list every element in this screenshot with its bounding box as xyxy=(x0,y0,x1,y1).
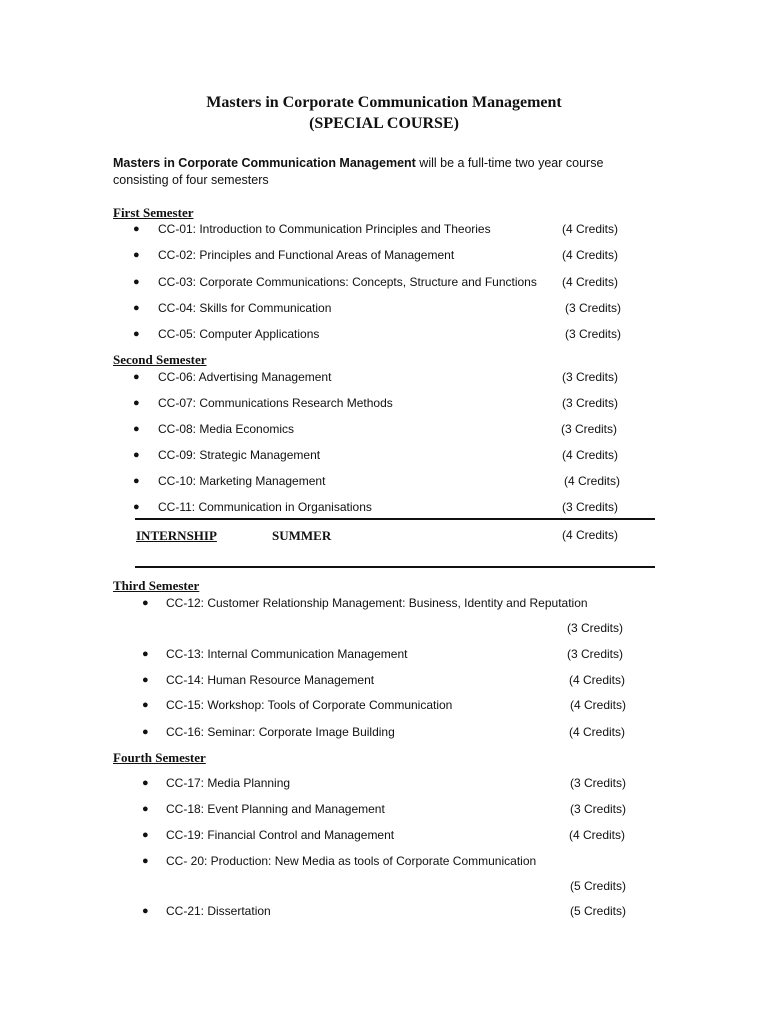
intro-line-1 xyxy=(113,156,603,170)
course-credits: (4 Credits) xyxy=(564,474,621,488)
bullet-icon: ● xyxy=(142,674,149,686)
course-name: CC- 20: Production: New Media as tools of Corporate Communication xyxy=(166,854,537,868)
course-credits: (4 Credits) xyxy=(562,448,619,462)
bullet-icon: ● xyxy=(133,501,140,513)
course-credits: (3 Credits) xyxy=(567,621,624,635)
course-name: CC-05: Computer Applications xyxy=(158,327,320,341)
bullet-icon: ● xyxy=(142,829,149,841)
course-name: CC-03: Corporate Communications: Concepts, Structure and Functions xyxy=(158,275,537,289)
course-credits: (4 Credits) xyxy=(562,248,619,262)
course-credits: (3 Credits) xyxy=(567,647,624,661)
semester-heading: Fourth Semester xyxy=(113,750,206,765)
course-credits: (3 Credits) xyxy=(565,327,622,341)
bullet-icon: ● xyxy=(142,699,149,711)
intro-course-name: Masters in Corporate Communication Management xyxy=(113,156,416,170)
bullet-icon: ● xyxy=(142,905,149,917)
course-credits: (4 Credits) xyxy=(570,698,627,712)
bullet-icon: ● xyxy=(142,597,149,609)
course-name: CC-19: Financial Control and Management xyxy=(166,828,395,842)
course-name: CC-12: Customer Relationship Management: Business, Identity and Reputation xyxy=(166,596,588,610)
bullet-icon: ● xyxy=(133,249,140,261)
course-name: CC-07: Communications Research Methods xyxy=(158,396,393,410)
course-credits: (5 Credits) xyxy=(570,879,627,893)
bullet-icon: ● xyxy=(133,423,140,435)
course-name: CC-16: Seminar: Corporate Image Building xyxy=(166,725,395,739)
semester-heading: Second Semester xyxy=(113,352,207,367)
course-credits: (3 Credits) xyxy=(562,500,619,514)
course-credits: (4 Credits) xyxy=(562,275,619,289)
internship-credits: (4 Credits) xyxy=(562,528,619,542)
course-name: CC-17: Media Planning xyxy=(166,776,291,790)
course-name: CC-04: Skills for Communication xyxy=(158,301,332,315)
internship-season: SUMMER xyxy=(272,528,332,543)
course-credits: (3 Credits) xyxy=(565,301,622,315)
bullet-icon: ● xyxy=(133,276,140,288)
course-credits: (4 Credits) xyxy=(569,725,626,739)
course-credits: (4 Credits) xyxy=(562,222,619,236)
bullet-icon: ● xyxy=(133,397,140,409)
course-name: CC-01: Introduction to Communication Principles and Theories xyxy=(158,222,491,236)
course-name: CC-11: Communication in Organisations xyxy=(158,500,372,514)
intro-text: will be a full-time two year course xyxy=(415,156,604,170)
divider-bottom xyxy=(135,566,655,568)
bullet-icon: ● xyxy=(133,302,140,314)
bullet-icon: ● xyxy=(142,777,149,789)
bullet-icon: ● xyxy=(133,328,140,340)
divider-top xyxy=(135,518,655,520)
bullet-icon: ● xyxy=(133,475,140,487)
course-name: CC-15: Workshop: Tools of Corporate Communication xyxy=(166,698,453,712)
course-credits: (4 Credits) xyxy=(569,673,626,687)
internship-label: INTERNSHIP xyxy=(136,528,217,543)
semester-heading: Third Semester xyxy=(113,578,200,593)
bullet-icon: ● xyxy=(142,726,149,738)
bullet-icon: ● xyxy=(142,855,149,867)
course-credits: (3 Credits) xyxy=(570,776,627,790)
bullet-icon: ● xyxy=(142,648,149,660)
course-credits: (3 Credits) xyxy=(570,802,627,816)
course-name: CC-08: Media Economics xyxy=(158,422,295,436)
semester-heading: First Semester xyxy=(113,205,194,220)
bullet-icon: ● xyxy=(133,449,140,461)
bullet-icon: ● xyxy=(142,803,149,815)
course-name: CC-18: Event Planning and Management xyxy=(166,802,385,816)
course-credits: (5 Credits) xyxy=(570,904,627,918)
course-name: CC-21: Dissertation xyxy=(166,904,271,918)
bullet-icon: ● xyxy=(133,223,140,235)
course-name: CC-09: Strategic Management xyxy=(158,448,321,462)
page-title: Masters in Corporate Communication Management xyxy=(206,94,562,111)
course-name: CC-13: Internal Communication Management xyxy=(166,647,408,661)
course-credits: (3 Credits) xyxy=(562,370,619,384)
course-credits: (3 Credits) xyxy=(562,396,619,410)
intro-line-2: consisting of four semesters xyxy=(113,173,269,187)
course-name: CC-10: Marketing Management xyxy=(158,474,326,488)
page-subtitle: (SPECIAL COURSE) xyxy=(309,115,459,132)
bullet-icon: ● xyxy=(133,371,140,383)
course-name: CC-14: Human Resource Management xyxy=(166,673,375,687)
course-credits: (4 Credits) xyxy=(569,828,626,842)
course-credits: (3 Credits) xyxy=(561,422,618,436)
course-name: CC-02: Principles and Functional Areas of Management xyxy=(158,248,455,262)
course-name: CC-06: Advertising Management xyxy=(158,370,332,384)
